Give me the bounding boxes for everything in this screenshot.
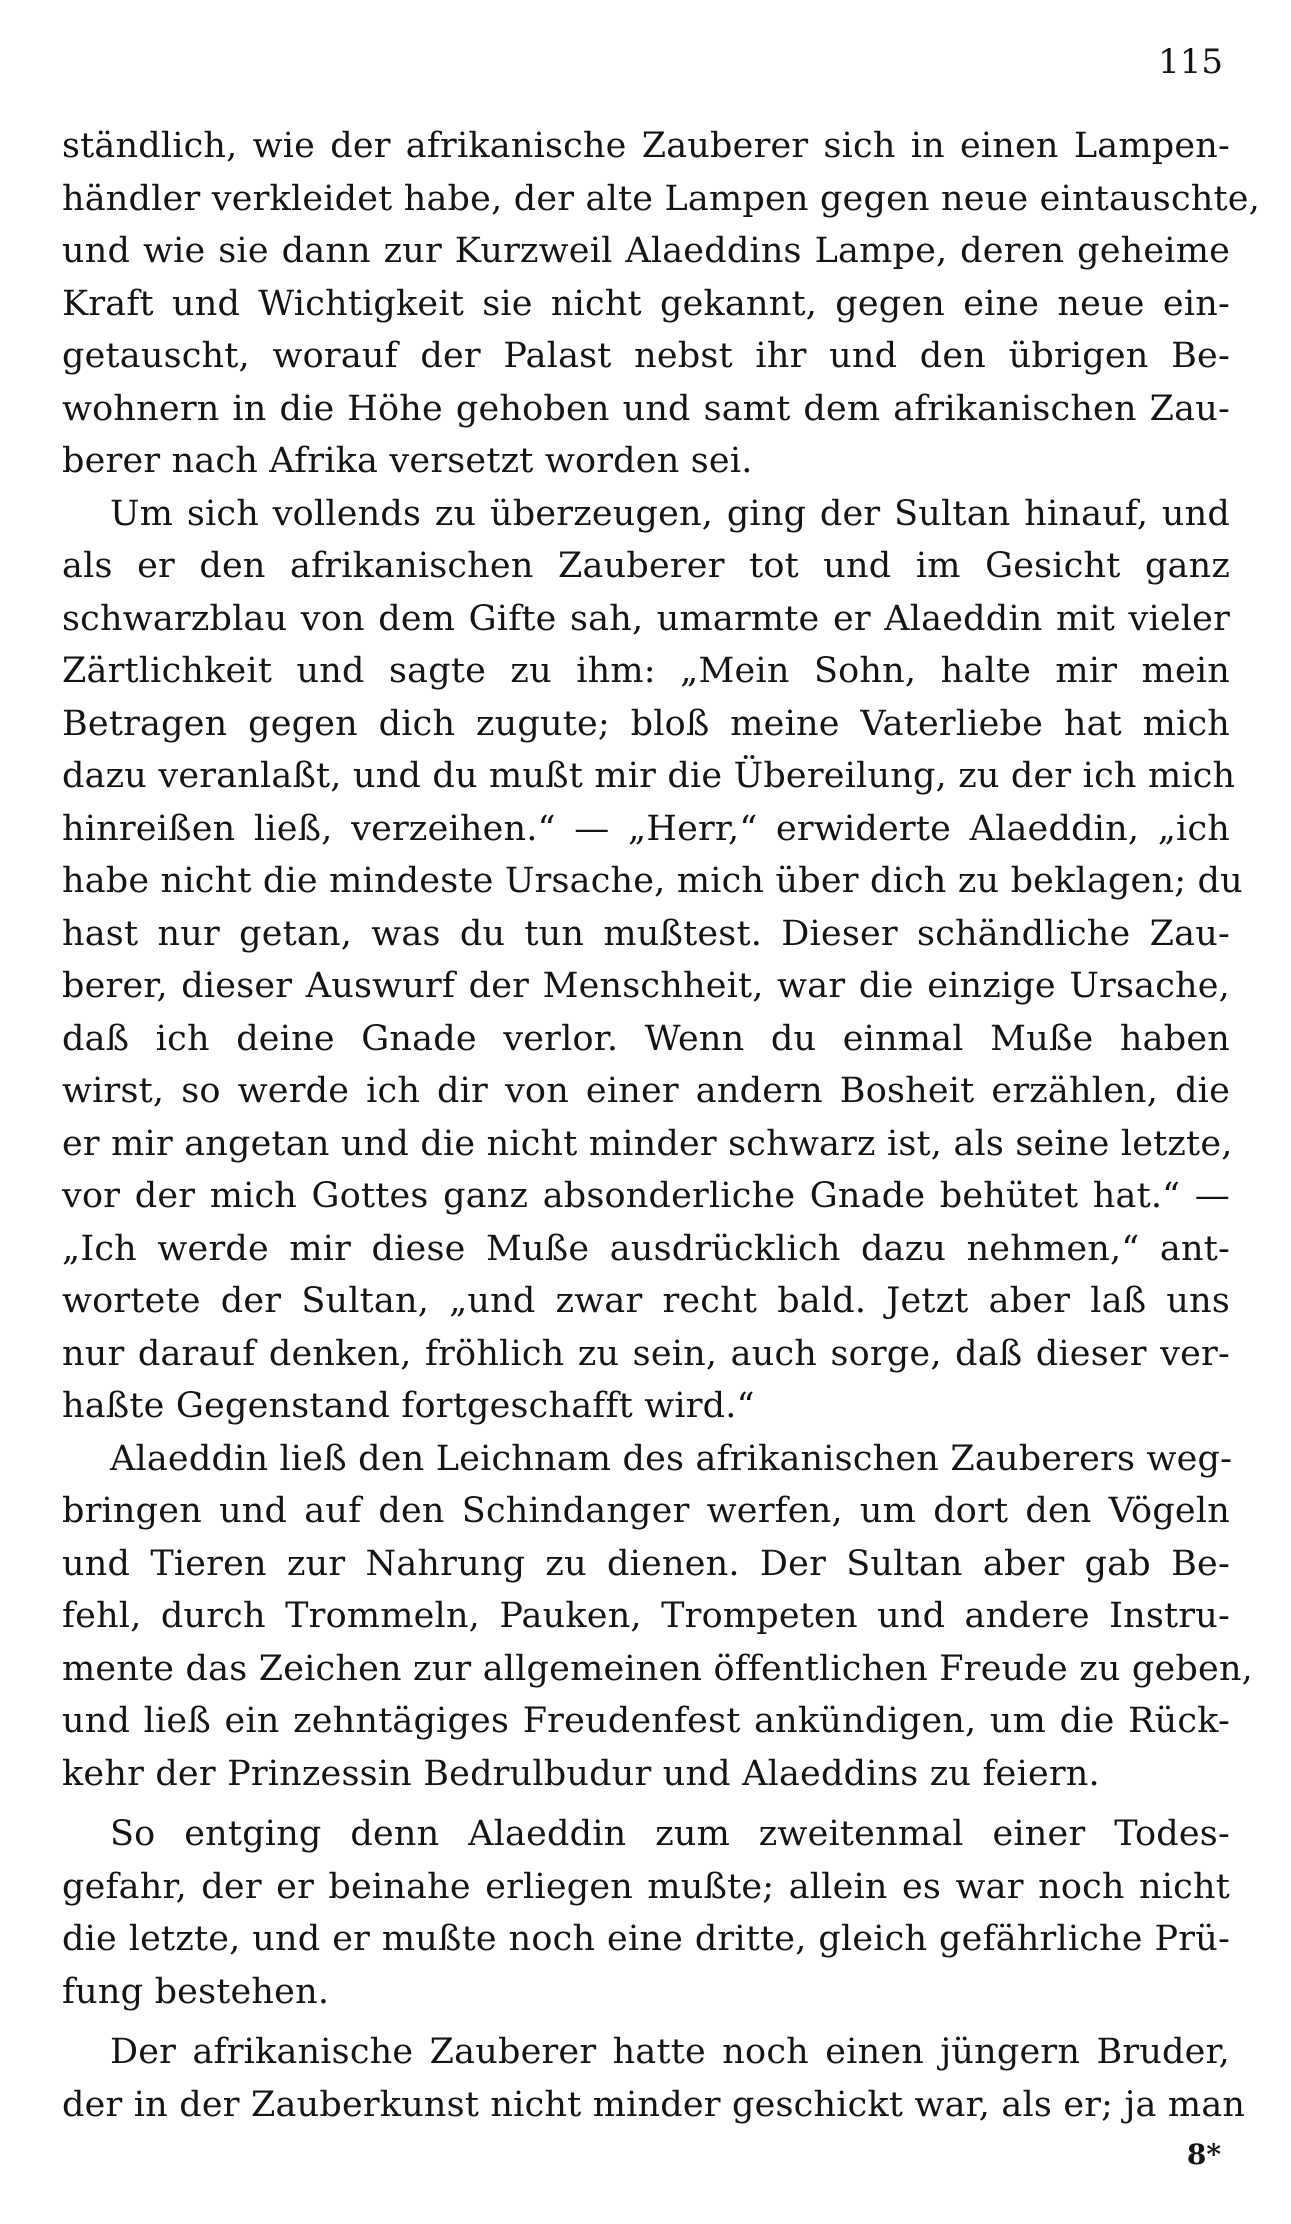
text-line: „Ich werde mir diese Muße ausdrücklich dazu nehmen,“ ant- [62, 1228, 1230, 1269]
text-line: schwarzblau von dem Gifte sah, umarmte er Alaeddin mit vieler [62, 598, 1230, 639]
text-line: nur darauf denken, fröhlich zu sein, auch sorge, daß dieser ver- [62, 1333, 1230, 1374]
text-line: wirst, so werde ich dir von einer andern Bosheit erzählen, die [62, 1071, 1230, 1111]
text-line: als er den afrikanischen Zauberer tot und im Gesicht ganz [62, 546, 1230, 586]
text-line: wohnern in die Höhe gehoben und samt dem afrikanischen Zau- [62, 388, 1230, 429]
text-line: bringen und auf den Schindanger werfen, um dort den Vögeln [62, 1491, 1230, 1531]
paragraph [62, 488, 1243, 1433]
paragraph [62, 1808, 1230, 2018]
text-line: Alaeddin ließ den Leichnam des afrikanischen Zauberers weg- [110, 1438, 1233, 1479]
text-line: So entging denn Alaeddin zum zweitenmal einer Todes- [110, 1814, 1230, 1854]
text-line: daß ich deine Gnade verlor. Wenn du einmal Muße haben [62, 1018, 1230, 1059]
text-line: gefahr, der er beinahe erliegen mußte; allein es war noch nicht [62, 1866, 1230, 1907]
text-line: Zärtlichkeit und sagte zu ihm: „Mein Sohn, halte mir mein [62, 651, 1230, 691]
text-line: kehr der Prinzessin Bedrulbudur und Alaeddins zu feiern. [62, 1753, 1100, 1794]
paragraph [62, 1433, 1254, 1801]
text-line: die letzte, und er mußte noch eine dritte, gleich gefährliche Prü- [62, 1919, 1230, 1959]
text-line: berer nach Afrika versetzt worden sei. [62, 441, 753, 481]
text-line: hast nur getan, was du tun mußtest. Dieser schändliche Zau- [62, 913, 1230, 954]
text-line: dazu veranlaßt, und du mußt mir die Übereilung, zu der ich mich [62, 756, 1236, 796]
text-line: und ließ ein zehntägiges Freudenfest ankündigen, um die Rück- [62, 1701, 1230, 1741]
text-line: vor der mich Gottes ganz absonderliche Gnade behütet hat.“ — [62, 1176, 1230, 1216]
text-line: händler verkleidet habe, der alte Lampen gegen neue eintauschte, [62, 178, 1261, 219]
printer-signature-mark: 8* [1186, 2138, 1221, 2171]
text-line: der in der Zauberkunst nicht minder geschickt war, als er; ja man [62, 2084, 1246, 2125]
page-number: 115 [1158, 42, 1223, 82]
text-line: er mir angetan und die nicht minder schwarz ist, als seine letzte, [62, 1123, 1233, 1164]
text-line: und Tieren zur Nahrung zu dienen. Der Sultan aber gab Be- [62, 1543, 1230, 1584]
text-line: Der afrikanische Zauberer hatte noch einen jüngern Bruder, [110, 2032, 1230, 2072]
text-line: Kraft und Wichtigkeit sie nicht gekannt, gegen eine neue ein- [62, 283, 1230, 324]
paragraph [62, 120, 1261, 488]
text-line: hinreißen ließ, verzeihen.“ — „Herr,“ erwiderte Alaeddin, „ich [62, 808, 1230, 849]
body-text [62, 120, 1261, 2131]
text-line: und wie sie dann zur Kurzweil Alaeddins Lampe, deren geheime [62, 231, 1230, 271]
text-line: haßte Gegenstand fortgeschafft wird.“ [62, 1386, 755, 1426]
paragraph [62, 2026, 1246, 2131]
text-line: getauscht, worauf der Palast nebst ihr und den übrigen Be- [62, 336, 1230, 376]
text-line: Betragen gegen dich zugute; bloß meine Vaterliebe hat mich [62, 703, 1230, 744]
text-line: Um sich vollends zu überzeugen, ging der Sultan hinauf, und [110, 493, 1230, 534]
text-line: habe nicht die mindeste Ursache, mich über dich zu beklagen; du [62, 861, 1243, 901]
text-line: berer, dieser Auswurf der Menschheit, war die einzige Ursache, [62, 966, 1230, 1006]
text-line: mente das Zeichen zur allgemeinen öffentlichen Freude zu geben, [62, 1648, 1254, 1689]
text-line: fehl, durch Trommeln, Pauken, Trompeten und andere Instru- [62, 1596, 1230, 1636]
text-line: wortete der Sultan, „und zwar recht bald. Jetzt aber laß uns [62, 1281, 1230, 1321]
text-line: fung bestehen. [62, 1971, 330, 2012]
text-line: ständlich, wie der afrikanische Zauberer sich in einen Lampen- [62, 126, 1230, 166]
